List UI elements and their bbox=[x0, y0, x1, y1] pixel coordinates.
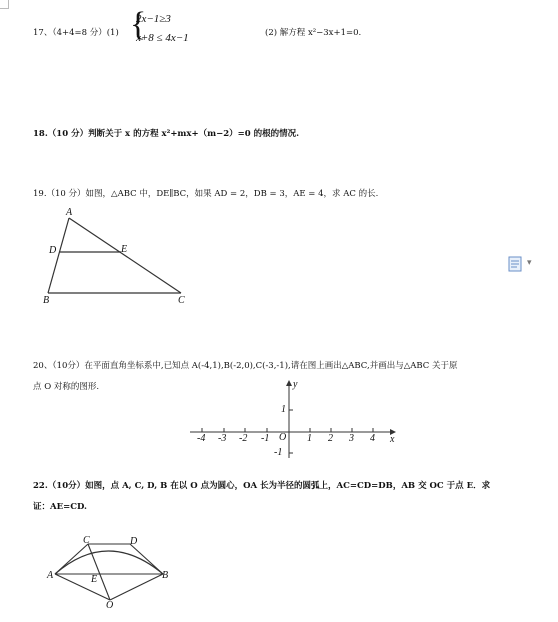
q20-xtick-label: 2 bbox=[328, 433, 333, 444]
q17-number: 17、（4+4=8 分）(1) bbox=[33, 28, 119, 38]
q20-xtick-label: 3 bbox=[349, 433, 354, 444]
q19-label-d: D bbox=[49, 245, 57, 256]
q22-chord-ac bbox=[55, 544, 88, 574]
chevron-down-icon[interactable]: ▾ bbox=[527, 258, 532, 268]
q22-label-b: B bbox=[162, 570, 169, 581]
q20-y-axis-label: y bbox=[293, 379, 298, 390]
q20-xtick-label: -1 bbox=[261, 433, 270, 444]
q20-ytick-label: -1 bbox=[274, 447, 283, 458]
q22-label-c: C bbox=[83, 535, 90, 546]
q19-label-e: E bbox=[121, 244, 128, 255]
document-note-icon[interactable] bbox=[508, 256, 522, 272]
q22-radius-ob bbox=[110, 574, 163, 600]
q20-xtick-label: -3 bbox=[218, 433, 227, 444]
page-corner-mark bbox=[0, 0, 9, 9]
q22-label-o: O bbox=[106, 600, 114, 611]
q20-xtick-label: 1 bbox=[307, 433, 312, 444]
q19-text: 19.（10 分）如图，△ABC 中，DE∥BC，如果 AD = 2，DB = 3，AE = 4，求 AC 的长. bbox=[33, 189, 379, 199]
q17-system-brace: { bbox=[130, 6, 147, 43]
q17-inequality-2: x+8 ≤ 4x−1 bbox=[136, 32, 189, 44]
q18-text: 18.（10 分）判断关于 x 的方程 x²+mx+（m−2）=0 的根的情况. bbox=[33, 129, 300, 139]
q17-inequality-system bbox=[136, 10, 189, 48]
q19-triangle-figure bbox=[40, 205, 200, 310]
q22-arc bbox=[55, 551, 163, 574]
q22-label-e: E bbox=[91, 574, 98, 585]
q20-line1: 20、（10分）在平面直角坐标系中,已知点 A(-4,1),B(-2,0),C(-3,-1),请在图上画出△ABC,并画出与△ABC 关于原 bbox=[33, 361, 458, 371]
q17-part2: (2) 解方程 x²−3x+1=0. bbox=[265, 28, 362, 38]
q20-coordinate-axes bbox=[180, 378, 400, 460]
q20-xtick-label: 4 bbox=[370, 433, 375, 444]
q19-label-c: C bbox=[178, 295, 185, 306]
q19-label-b: B bbox=[43, 295, 50, 306]
q19-label-a: A bbox=[66, 207, 73, 218]
q22-line2: 证：AE=CD. bbox=[33, 502, 87, 512]
q20-y-arrow bbox=[286, 380, 292, 386]
q20-origin-label: O bbox=[279, 432, 287, 443]
q19-side-ac bbox=[69, 218, 181, 293]
q22-label-a: A bbox=[47, 570, 54, 581]
q20-xtick-label: -4 bbox=[197, 433, 206, 444]
q20-line2: 点 O 对称的图形. bbox=[33, 382, 100, 392]
q22-label-d: D bbox=[130, 536, 138, 547]
q22-line1: 22.（10分）如图，点 A, C, D, B 在以 O 点为圆心，OA 长为半径的圆弧上，AC=CD=DB，AB 交 OC 于点 E．求 bbox=[33, 481, 491, 491]
q20-xtick-label: -2 bbox=[239, 433, 248, 444]
q22-chord-db bbox=[130, 544, 163, 574]
q17-inequality-1: 2x−1≥3 bbox=[136, 13, 171, 25]
q20-x-axis-label: x bbox=[390, 434, 395, 445]
q20-ytick-label: 1 bbox=[281, 404, 286, 415]
